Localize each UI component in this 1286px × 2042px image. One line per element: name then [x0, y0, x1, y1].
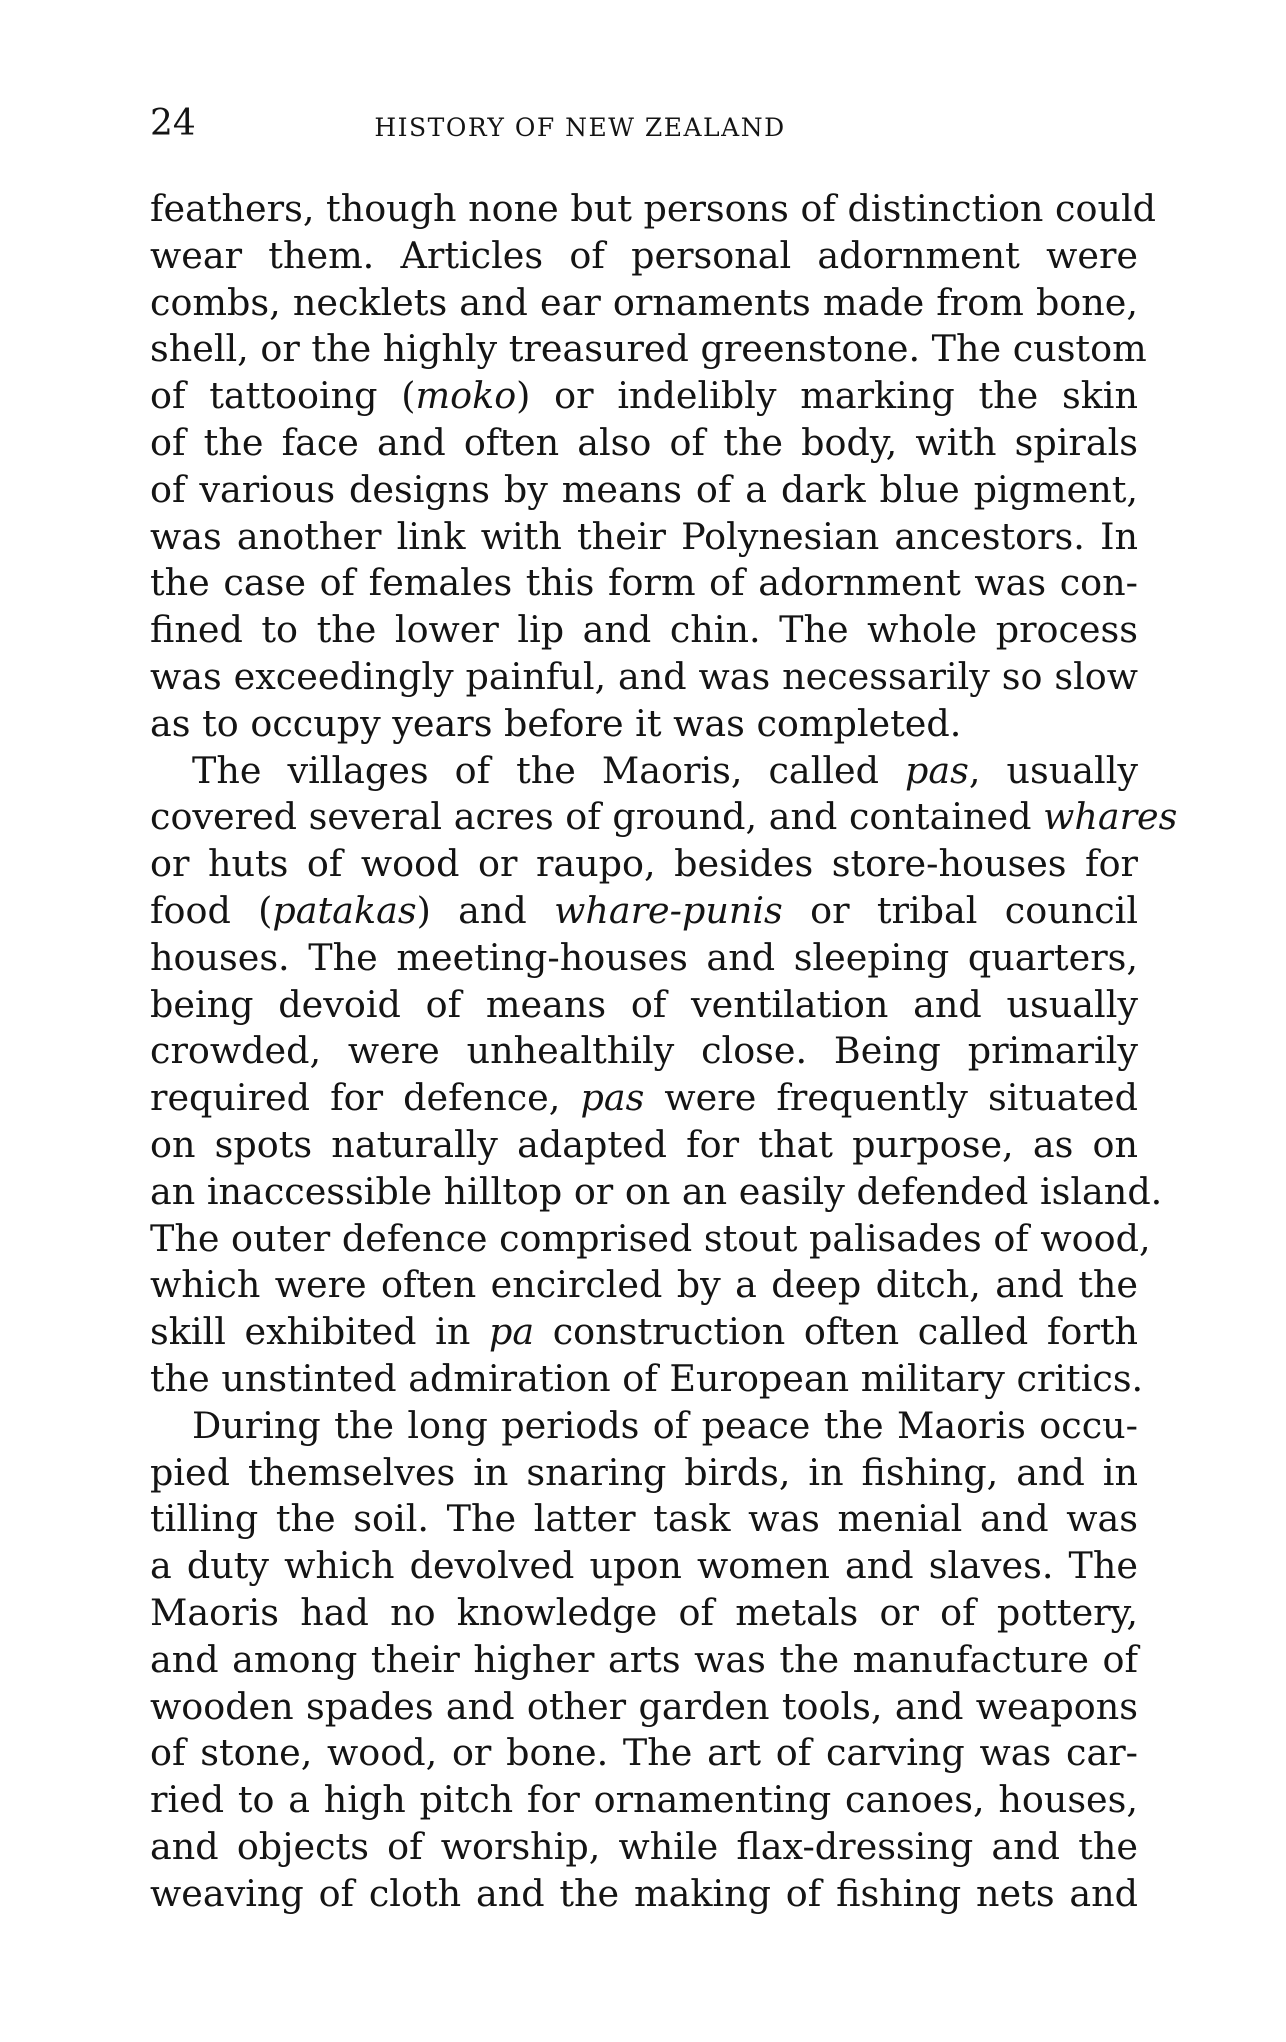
italic-term: whares — [1043, 795, 1178, 839]
text-line: was exceedingly painful, and was necessarily so slow — [150, 654, 1138, 698]
text-line: being devoid of means of ventilation and usually — [150, 982, 1138, 1026]
text-line: feathers, though none but persons of distinction could — [150, 187, 1156, 230]
text-line: or huts of wood or raupo, besides store-houses for — [150, 842, 1138, 886]
text-line: houses. The meeting-houses and sleeping quarters, — [150, 935, 1138, 979]
text-line: on spots naturally adapted for that purpose, as on — [150, 1122, 1138, 1166]
text-line: required for defence, pas were frequently situated — [150, 1076, 1138, 1120]
text-line: skill exhibited in pa construction often called forth — [150, 1310, 1138, 1354]
text-line: a duty which devolved upon women and slaves. The — [150, 1544, 1138, 1588]
text-line: crowded, were unhealthily close. Being primarily — [150, 1029, 1138, 1073]
text-line: wear them. Articles of personal adornment were — [150, 233, 1138, 277]
text-line: ried to a high pitch for ornamenting canoes, houses, — [150, 1778, 1138, 1822]
text-line: The outer defence comprised stout palisades of wood, — [150, 1216, 1151, 1260]
text-line: pied themselves in snaring birds, in fishing, and in — [150, 1450, 1138, 1494]
italic-term: pas — [905, 748, 969, 792]
italic-term: patakas — [272, 888, 417, 932]
text-line: shell, or the highly treasured greenstone. The custom — [150, 327, 1147, 371]
text-line: tilling the soil. The latter task was menial and was — [150, 1497, 1138, 1541]
text-line: weaving of cloth and the making of fishing nets and — [150, 1871, 1138, 1915]
running-title: HISTORY OF NEW ZEALAND — [374, 113, 786, 142]
body-text — [150, 186, 1178, 1917]
book-page — [150, 0, 1178, 2042]
text-line: food (patakas) and whare-punis or tribal council — [150, 888, 1138, 932]
text-line: covered several acres of ground, and contained whares — [150, 795, 1178, 839]
text-line: of stone, wood, or bone. The art of carving was car- — [150, 1731, 1138, 1775]
italic-term: whare-punis — [554, 888, 783, 932]
text-line: which were often encircled by a deep ditch, and the — [150, 1263, 1138, 1307]
text-line: combs, necklets and ear ornaments made from bone, — [150, 280, 1138, 324]
italic-term: moko — [415, 374, 517, 418]
italic-term: pa — [488, 1310, 535, 1354]
text-line: of the face and often also of the body, with spirals — [150, 420, 1138, 464]
text-line: as to occupy years before it was completed. — [150, 701, 962, 745]
text-line: wooden spades and other garden tools, and weapons — [150, 1684, 1138, 1728]
page-header — [150, 100, 1138, 148]
text-line: was another link with their Polynesian ancestors. In — [150, 514, 1138, 558]
text-line: fined to the lower lip and chin. The whole process — [150, 608, 1138, 652]
text-line: the case of females this form of adornment was con- — [150, 561, 1138, 605]
text-line: Maoris had no knowledge of metals or of pottery, — [150, 1590, 1138, 1634]
italic-term: pas — [580, 1076, 645, 1120]
text-line: The villages of the Maoris, called pas, usually — [192, 748, 1138, 792]
page-number: 24 — [150, 103, 196, 144]
text-line: the unstinted admiration of European military critics. — [150, 1356, 1144, 1400]
text-line: During the long periods of peace the Maoris occu- — [192, 1403, 1138, 1447]
text-line: and among their higher arts was the manufacture of — [150, 1637, 1138, 1681]
text-line: and objects of worship, while flax-dressing and the — [150, 1824, 1138, 1868]
text-line: of various designs by means of a dark blue pigment, — [150, 467, 1138, 511]
text-line: an inaccessible hilltop or on an easily defended island. — [150, 1169, 1163, 1213]
text-line: of tattooing (moko) or indelibly marking the skin — [150, 374, 1138, 418]
